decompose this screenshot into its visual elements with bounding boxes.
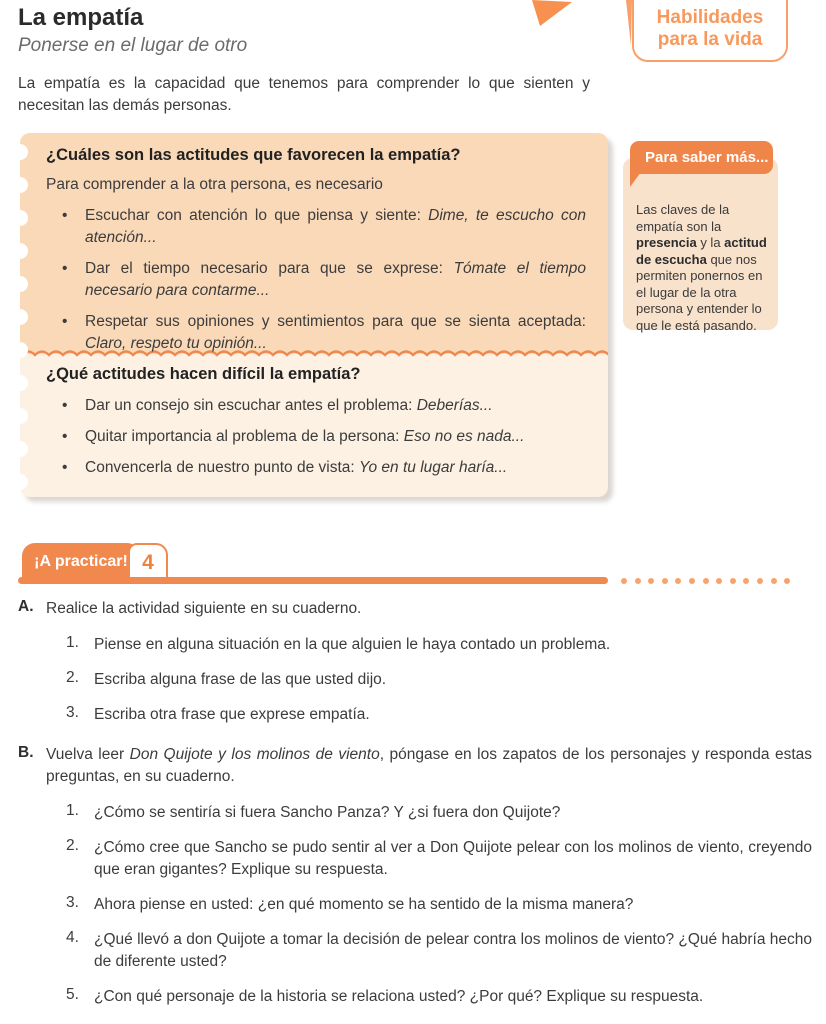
notebook-notch: [12, 144, 28, 160]
item-text: ¿Cómo cree que Sancho se pudo sentir al ver a Don Quijote pelear con los molinos de viento, creyendo que eran gigantes? Explique su respuesta.: [94, 839, 812, 878]
a-practicar-tab: ¡A practicar!: [22, 543, 140, 579]
item-text: ¿Qué llevó a don Quijote a tomar la decisión de pelear contra los molinos de viento? ¿Qué habría hecho de diferente usted?: [94, 931, 812, 970]
activity-a-header: [18, 598, 812, 620]
bullet-text: Dar un consejo sin escuchar antes el problema:: [85, 397, 417, 414]
list-item: [46, 311, 586, 355]
notebook-notch: [12, 408, 28, 424]
notebook-notch: [12, 177, 28, 193]
rule-dot: [648, 578, 654, 584]
b-intro-part: Vuelva leer: [46, 746, 130, 763]
page-title: La empatía: [18, 4, 144, 31]
para-saber-mas-text: [636, 202, 770, 334]
list-item: [66, 704, 812, 726]
item-number: 3.: [66, 704, 79, 721]
sidebar-bold-actitud: actitud de escucha: [636, 235, 767, 267]
difficult-section: [20, 365, 608, 488]
item-text: ¿Cómo se sentiría si fuera Sancho Panza? Y ¿si fuera don Quijote?: [94, 804, 561, 821]
bullet-example: Deberías...: [416, 397, 493, 414]
notebook-notch: [12, 210, 28, 226]
sidebar-text-part: y la: [696, 235, 725, 250]
item-number: 1.: [66, 634, 79, 651]
sidebar-text-part: que nos permiten ponernos en el lugar de la otra persona y entender lo que le está pasando.: [636, 251, 763, 333]
rule-dot: [675, 578, 681, 584]
favor-section: [20, 146, 608, 364]
badge-line2: para la vida: [657, 29, 763, 50]
para-saber-mas-header: Para saber más...: [630, 141, 773, 174]
item-number: 1.: [66, 802, 79, 819]
practice-dotted-rule: [621, 578, 791, 584]
notebook-notch: [12, 474, 28, 490]
rule-dot: [662, 578, 668, 584]
arrow-pointer-icon: [524, 0, 580, 28]
item-number: 4.: [66, 929, 79, 946]
list-item: [46, 205, 586, 249]
favor-bullet-list: [46, 205, 586, 355]
list-item: [66, 802, 812, 824]
list-item: [46, 258, 586, 302]
sidebar-bold-presencia: presencia: [636, 235, 697, 250]
bullet-example: Tómate el tiempo necesario para contarme...: [85, 260, 586, 299]
bullet-example: Eso no es nada...: [403, 428, 525, 445]
notebook-notch: [12, 441, 28, 457]
list-item: [66, 634, 812, 656]
bullet-text: Respetar sus opiniones y sentimientos para que se sienta aceptada:: [85, 313, 586, 330]
item-number: 2.: [66, 669, 79, 686]
list-item: [46, 426, 586, 448]
list-item: [66, 837, 812, 881]
activity-b-header: [18, 744, 812, 788]
notebook-notch: [12, 243, 28, 259]
list-item: [66, 669, 812, 691]
item-number: 3.: [66, 894, 79, 911]
item-number: 2.: [66, 837, 79, 854]
bullet-example: Dime, te escucho con atención...: [85, 207, 586, 246]
practice-number-tab: 4: [128, 543, 168, 579]
item-text: Ahora piense en usted: ¿en qué momento se ha sentido de la misma manera?: [94, 896, 634, 913]
list-item: [66, 894, 812, 916]
rule-dot: [743, 578, 749, 584]
item-text: Piense en alguna situación en la que alguien le haya contado un problema.: [94, 636, 611, 653]
list-item: [46, 395, 586, 417]
list-item: [46, 457, 586, 479]
activity-b-letter: B.: [18, 744, 34, 761]
para-saber-mas-box: [623, 158, 778, 333]
activity-a-items: [66, 634, 812, 726]
badge-line1: Habilidades: [656, 7, 764, 28]
notebook-notch: [12, 375, 28, 391]
notebook-notch: [12, 342, 28, 358]
b-intro-part: , póngase en los zapatos de los personajes y responda estas preguntas, en su cuaderno.: [46, 746, 812, 785]
para-saber-mas-tail: [630, 172, 641, 187]
list-item: [66, 986, 812, 1008]
notebook-notch: [12, 276, 28, 292]
item-text: Escriba otra frase que exprese empatía.: [94, 706, 370, 723]
favor-lead: Para comprender a la otra persona, es necesario: [46, 176, 383, 193]
empathy-note-box: [20, 133, 608, 497]
activity-b-items: [66, 802, 812, 1008]
page-subtitle: Ponerse en el lugar de otro: [18, 35, 248, 56]
notebook-notch: [12, 309, 28, 325]
b-intro-book-title: Don Quijote y los molinos de viento: [129, 746, 380, 763]
bullet-text: Quitar importancia al problema de la persona:: [85, 428, 404, 445]
rule-dot: [784, 578, 790, 584]
bullet-example: Claro, respeto tu opinión...: [85, 335, 267, 352]
item-text: Escriba alguna frase de las que usted dijo.: [94, 671, 387, 688]
difficult-heading: ¿Qué actitudes hacen difícil la empatía?: [46, 365, 361, 383]
difficult-bullet-list: [46, 395, 586, 479]
rule-dot: [621, 578, 627, 584]
rule-dot: [635, 578, 641, 584]
bullet-text: Dar el tiempo necesario para que se exprese:: [85, 260, 454, 277]
rule-dot: [716, 578, 722, 584]
bullet-text: Escuchar con atención lo que piensa y siente:: [85, 207, 429, 224]
activity-b-text: [46, 744, 812, 788]
rule-dot: [771, 578, 777, 584]
favor-heading: ¿Cuáles son las actitudes que favorecen la empatía?: [46, 146, 461, 164]
sidebar-text-part: Las claves de la empatía son la: [636, 202, 730, 234]
item-text: ¿Con qué personaje de la historia se relaciona usted? ¿Por qué? Explique su respuesta.: [94, 988, 704, 1005]
activity-a-letter: A.: [18, 598, 34, 615]
intro-paragraph: La empatía es la capacidad que tenemos para comprender lo que sienten y necesitan las demás personas.: [18, 75, 590, 114]
bullet-text: Convencerla de nuestro punto de vista:: [85, 459, 360, 476]
rule-dot: [689, 578, 695, 584]
list-item: [66, 929, 812, 973]
activities-container: [18, 598, 812, 1021]
item-number: 5.: [66, 986, 79, 1003]
activity-a-text: Realice la actividad siguiente en su cuaderno.: [46, 600, 362, 617]
rule-dot: [730, 578, 736, 584]
habilidades-badge: [632, 0, 788, 62]
rule-dot: [757, 578, 763, 584]
practice-underline-rule: [18, 577, 608, 584]
bullet-example: Yo en tu lugar haría...: [359, 459, 508, 476]
rule-dot: [703, 578, 709, 584]
